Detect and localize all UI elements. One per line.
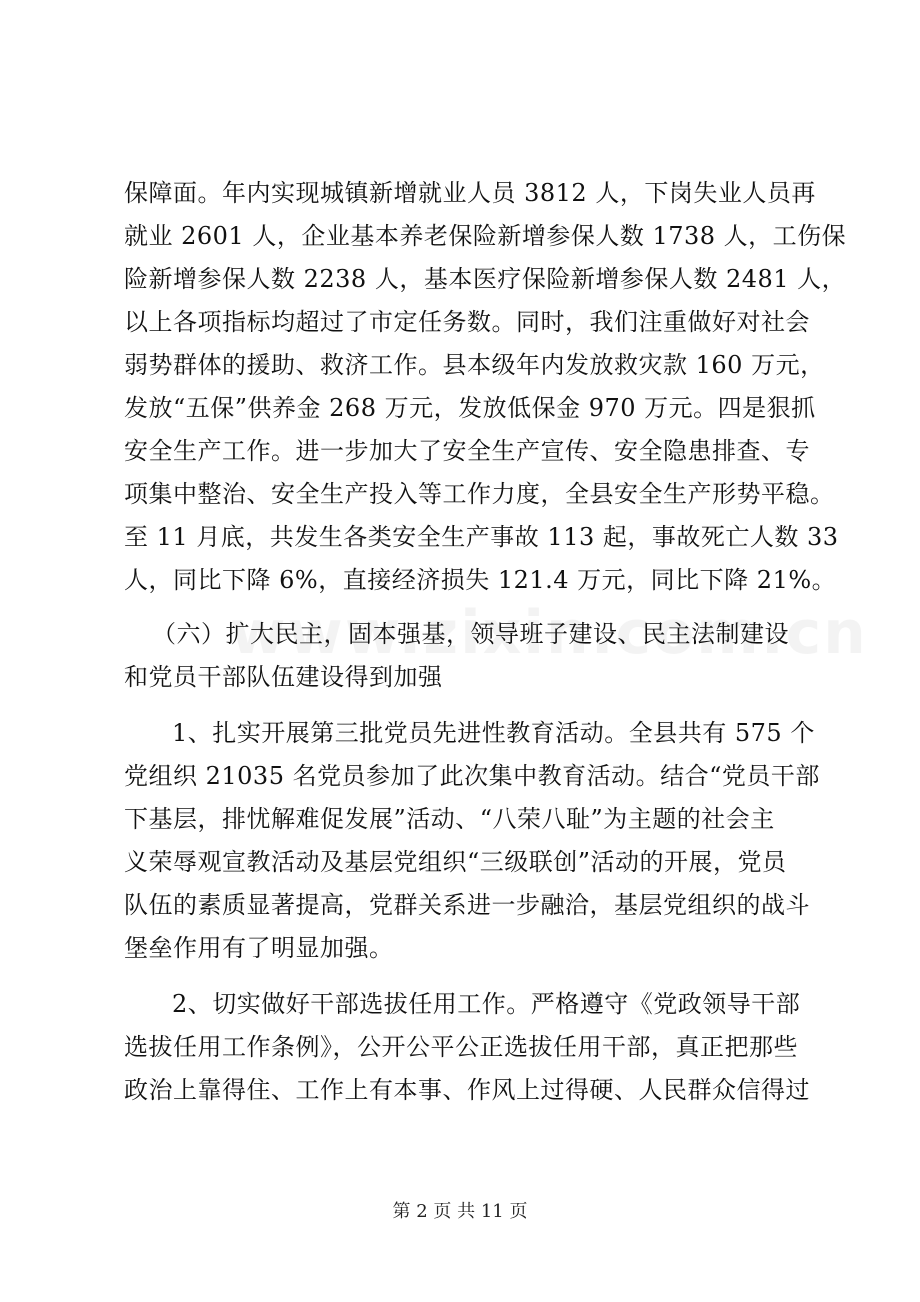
text-line: 1、扎实开展第三批党员先进性教育活动。全县共有 575 个 — [172, 719, 815, 747]
text-line: 下基层，排忧解难促发展”活动、“八荣八耻”为主题的社会主 — [124, 805, 775, 833]
page-footer: 第 2 页 共 11 页 — [392, 1201, 528, 1222]
text-line: 保障面。年内实现城镇新增就业人员 3812 人，下岗失业人员再 — [124, 179, 816, 207]
text-line: 安全生产工作。进一步加大了安全生产宣传、安全隐患排查、专 — [124, 437, 810, 465]
text-line: 至 11 月底，共发生各类安全生产事故 113 起，事故死亡人数 33 — [124, 523, 839, 551]
text-line: 政治上靠得住、工作上有本事、作风上过得硬、人民群众信得过 — [124, 1076, 810, 1104]
section-heading-line: （六）扩大民主，固本强基，领导班子建设、民主法制建设 — [152, 620, 789, 648]
text-line: 就业 2601 人，企业基本养老保险新增参保人数 1738 人，工伤保 — [124, 222, 847, 250]
text-line: 选拔任用工作条例》，公开公平公正选拔任用干部，真正把那些 — [124, 1033, 798, 1061]
text-line: 义荣辱观宣教活动及基层党组织“三级联创”活动的开展，党员 — [124, 848, 787, 876]
text-line: 党组织 21035 名党员参加了此次集中教育活动。结合“党员干部 — [124, 762, 820, 790]
text-line: 发放“五保”供养金 268 万元，发放低保金 970 万元。四是狠抓 — [124, 394, 816, 422]
text-line: 2、切实做好干部选拔任用工作。严格遵守《党政领导干部 — [172, 990, 801, 1018]
text-line: 队伍的素质显著提高，党群关系进一步融洽，基层党组织的战斗 — [124, 891, 810, 919]
text-line: 险新增参保人数 2238 人，基本医疗保险新增参保人数 2481 人， — [124, 265, 847, 293]
section-heading-line: 和党员干部队伍建设得到加强 — [124, 663, 443, 691]
text-line: 项集中整治、安全生产投入等工作力度，全县安全生产形势平稳。 — [124, 480, 835, 508]
text-line: 人，同比下降 6%，直接经济损失 121.4 万元，同比下降 21%。 — [124, 566, 837, 594]
text-line: 以上各项指标均超过了市定任务数。同时，我们注重做好对社会 — [124, 308, 810, 336]
text-line: 堡垒作用有了明显加强。 — [124, 934, 394, 962]
text-line: 弱势群体的援助、救济工作。县本级年内发放救灾款 160 万元， — [124, 351, 825, 379]
